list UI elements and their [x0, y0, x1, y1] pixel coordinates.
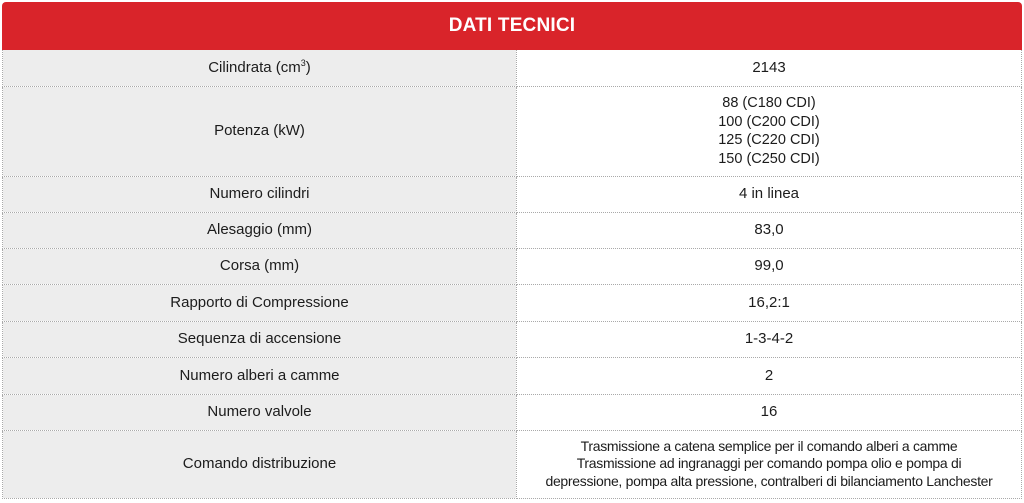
row-label-potenza: Potenza (kW) — [3, 86, 517, 176]
table-row — [3, 212, 1022, 248]
row-label-distribuzione: Comando distribuzione — [3, 430, 517, 498]
row-label-sequenza: Sequenza di accensione — [3, 321, 517, 357]
table-title: DATI TECNICI — [448, 15, 576, 36]
technical-data-table — [2, 2, 1022, 501]
row-value-rapporto: 16,2:1 — [517, 284, 1022, 321]
table-title-bar — [2, 2, 1022, 50]
row-value-alberi: 2 — [517, 357, 1022, 394]
label-text: Cilindrata (cm — [208, 58, 301, 76]
value-line: 125 (C220 CDI) — [718, 132, 820, 148]
row-label-valvole: Numero valvole — [3, 394, 517, 430]
table-row — [3, 394, 1022, 430]
value-line: Trasmissione ad ingranaggi per comando pompa olio e pompa di — [576, 455, 962, 472]
table-row — [3, 176, 1022, 212]
row-value-valvole: 16 — [517, 394, 1022, 430]
row-value-alesaggio: 83,0 — [517, 212, 1022, 248]
table-row — [3, 86, 1022, 176]
row-value-corsa: 99,0 — [517, 248, 1022, 284]
row-value-sequenza: 1-3-4-2 — [517, 321, 1022, 357]
label-superscript: 3 — [300, 57, 306, 68]
row-label-alberi: Numero alberi a camme — [3, 357, 517, 394]
value-line: 150 (C250 CDI) — [718, 150, 820, 167]
spec-table — [2, 50, 1022, 499]
row-label-cilindrata — [3, 50, 517, 86]
label-suffix: ) — [305, 58, 311, 76]
value-line: depressione, pompa alta pressione, contralberi di bilanciamento Lanchester — [545, 472, 993, 489]
table-row — [3, 430, 1022, 498]
table-row — [3, 50, 1022, 86]
table-row — [3, 284, 1022, 321]
row-value-distribuzione — [517, 430, 1022, 498]
value-line: 100 (C200 CDI) — [718, 113, 820, 130]
row-label-numero-cilindri: Numero cilindri — [3, 176, 517, 212]
value-line: 88 (C180 CDI) — [722, 95, 816, 111]
table-row — [3, 248, 1022, 284]
value-line: Trasmissione a catena semplice per il comando alberi a camme — [580, 437, 958, 454]
row-label-corsa: Corsa (mm) — [3, 248, 517, 284]
table-row — [3, 357, 1022, 394]
row-value-numero-cilindri: 4 in linea — [517, 176, 1022, 212]
row-label-rapporto: Rapporto di Compressione — [3, 284, 517, 321]
row-value-potenza — [517, 86, 1022, 176]
row-label-alesaggio: Alesaggio (mm) — [3, 212, 517, 248]
row-value-cilindrata: 2143 — [517, 50, 1022, 86]
table-row — [3, 321, 1022, 357]
